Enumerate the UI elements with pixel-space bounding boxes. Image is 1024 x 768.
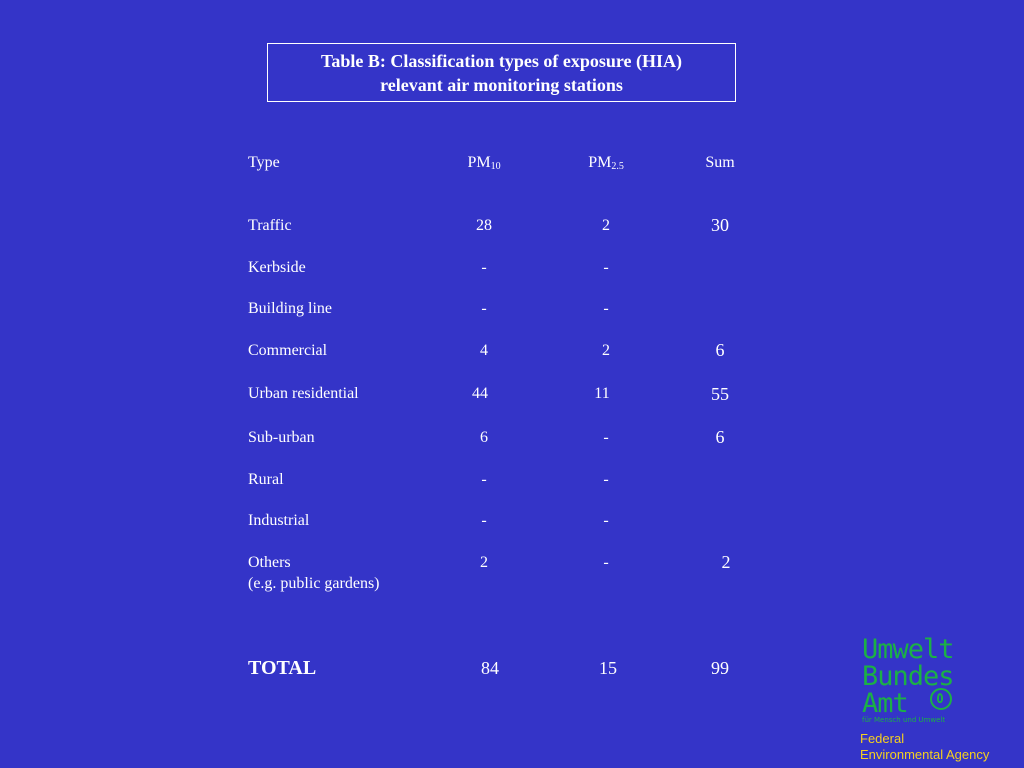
row-pm25-traffic: 2 — [602, 217, 610, 234]
row-pm25-industrial: - — [603, 512, 609, 529]
header-pm10: $PM_{10}$ — [467, 154, 501, 172]
row-pm10-industrial: - — [481, 512, 487, 529]
row-pm10-traffic: 28 — [476, 217, 492, 234]
logo-line-3: Amt — [862, 688, 908, 719]
row-type-building-line: Building line — [248, 300, 332, 317]
row-pm10-others: 2 — [480, 554, 488, 571]
row-type-commercial: Commercial — [248, 342, 328, 359]
row-type-traffic: Traffic — [248, 217, 292, 234]
row-sum-commercial: 6 — [715, 340, 725, 360]
row-pm25-kerbside: - — [603, 259, 609, 276]
agency-name — [860, 731, 989, 763]
row-sum-traffic: 30 — [711, 215, 729, 235]
total-pm25: 15 — [599, 658, 617, 678]
row-type-others-note: (e.g. public gardens) — [248, 575, 380, 592]
row-pm25-others: - — [603, 554, 609, 571]
row-sum-sub-urban: 6 — [715, 427, 725, 447]
total-pm10: 84 — [481, 658, 499, 678]
row-sum-urban-residential: 55 — [711, 384, 729, 404]
row-type-kerbside: Kerbside — [248, 259, 306, 276]
table-title-box — [267, 43, 736, 102]
table-title-line-2: relevant air monitoring stations — [380, 74, 623, 95]
row-pm10-building-line: - — [481, 300, 487, 317]
total-sum: 99 — [711, 658, 729, 678]
logo-tagline: für Mensch und Umwelt — [862, 716, 946, 724]
row-pm25-rural: - — [603, 471, 609, 488]
row-type-others: Others — [248, 554, 291, 571]
row-type-industrial: Industrial — [248, 512, 310, 529]
header-pm25: $PM_{2.5}$ — [588, 154, 624, 172]
row-type-sub-urban: Sub-urban — [248, 429, 315, 446]
row-type-rural: Rural — [248, 471, 284, 488]
row-type-urban-residential: Urban residential — [248, 385, 359, 402]
total-label: TOTAL — [248, 657, 317, 679]
header-type: Type — [248, 154, 280, 171]
row-sum-others: 2 — [721, 552, 731, 572]
header-sum: Sum — [705, 154, 735, 171]
row-pm10-urban-residential: 44 — [472, 385, 488, 402]
row-pm25-urban-residential: 11 — [594, 385, 610, 402]
agency-line-1: Federal — [860, 731, 905, 746]
row-pm10-rural: - — [481, 471, 487, 488]
logo-line-2: Bundes — [862, 661, 954, 692]
row-pm25-sub-urban: - — [603, 429, 609, 446]
row-pm25-building-line: - — [603, 300, 609, 317]
row-pm10-sub-urban: 6 — [480, 429, 488, 446]
row-pm10-commercial: 4 — [480, 342, 488, 359]
row-pm25-commercial: 2 — [602, 342, 610, 359]
logo-line-1: Umwelt — [862, 634, 954, 665]
row-pm10-kerbside: - — [481, 259, 487, 276]
agency-line-2: Environmental Agency — [860, 747, 990, 762]
table-title-line-1: Table B: Classification types of exposure (HIA) — [320, 50, 682, 71]
globe-person-icon — [930, 688, 952, 710]
